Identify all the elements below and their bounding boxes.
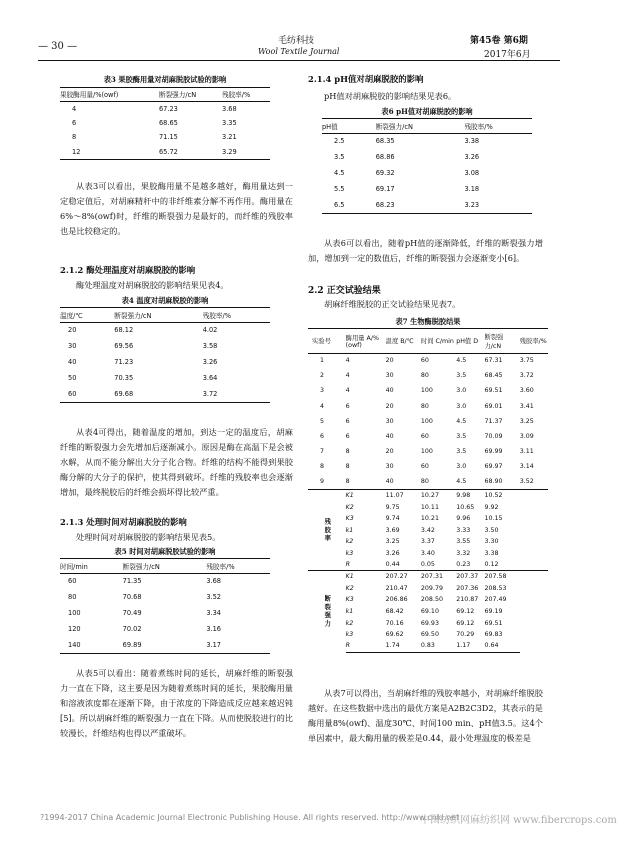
- table-cell: 60: [60, 386, 114, 402]
- table-cell: 69.12: [456, 619, 475, 627]
- table-cell: 69.32: [375, 169, 395, 177]
- table7-header: 实验号: [308, 329, 346, 353]
- table-cell: 3.18: [464, 185, 480, 193]
- table-cell: 3.32: [456, 549, 471, 557]
- table-cell: 30: [385, 463, 394, 471]
- table-cell: 80: [420, 402, 429, 410]
- table-cell: 6: [345, 433, 350, 441]
- table-cell: 3.5: [334, 153, 345, 161]
- table-row: [308, 429, 548, 444]
- table-cell: 3.11: [519, 448, 534, 456]
- table-row: [60, 338, 270, 354]
- table-cell: 71.23: [114, 358, 134, 366]
- table3-caption: 表3 果胶酶用量对胡麻脱胶试验的影响: [103, 75, 227, 84]
- table-cell: 6: [345, 417, 350, 425]
- table-cell: 71.37: [484, 417, 503, 425]
- table-cell: 20: [385, 448, 394, 456]
- table-row: [308, 383, 548, 398]
- table7-header: pH值 D: [456, 329, 484, 353]
- table-cell: 3.09: [519, 433, 534, 441]
- table-cell: 3.26: [385, 549, 400, 557]
- table-cell: 207.36: [456, 584, 479, 592]
- table-cell: 3.26: [464, 153, 480, 161]
- journal-title-en: Wool Textile Journal: [258, 47, 340, 56]
- table-cell: 10.11: [420, 503, 439, 511]
- table-cell: 68.23: [376, 197, 465, 213]
- table7: [308, 329, 548, 653]
- table-cell: 9: [320, 478, 325, 486]
- table-cell: 20: [385, 402, 394, 410]
- table-row: [308, 353, 548, 368]
- table-row: [60, 621, 270, 637]
- table-cell: 0.23: [456, 561, 471, 569]
- table-cell: 11.07: [385, 492, 404, 500]
- table-cell: 3.50: [484, 526, 499, 534]
- table-cell: k3: [345, 549, 354, 557]
- table-cell: 3.72: [519, 372, 534, 380]
- table-cell: 69.19: [484, 607, 503, 615]
- table-cell: 3.72: [203, 386, 270, 402]
- table-cell: 20: [385, 357, 394, 365]
- table-row: [308, 368, 548, 383]
- table-cell: 8: [345, 448, 350, 456]
- table-cell: 3.25: [519, 417, 534, 425]
- table-row: [322, 197, 532, 213]
- table-cell: 10.52: [484, 492, 503, 500]
- table-cell: 69.17: [375, 185, 395, 193]
- table-cell: 3.33: [456, 526, 471, 534]
- table-cell: 10.27: [420, 492, 439, 500]
- table-cell: 208.50: [420, 596, 443, 604]
- table-cell: 71.15: [158, 133, 178, 142]
- table-cell: 68.35: [375, 137, 395, 146]
- table-row: [308, 459, 548, 474]
- table-cell: 3.42: [420, 526, 435, 534]
- table-cell: 4: [345, 372, 350, 380]
- table-cell: 1: [320, 357, 325, 365]
- table-cell: 80: [420, 372, 429, 380]
- table-cell: 30: [385, 372, 394, 380]
- table-cell: 3.25: [385, 538, 400, 546]
- table-cell: 0.83: [421, 640, 456, 652]
- table-cell: 4.5: [456, 417, 467, 425]
- table-cell: K1: [345, 492, 354, 500]
- table-row: [322, 165, 532, 181]
- table-cell: 207.27: [385, 573, 408, 581]
- table-cell: 69.83: [484, 631, 503, 639]
- table4-header: 残胶率/%: [203, 308, 270, 322]
- copyright-footer: ?1994-2017 China Academic Journal Electronic Publishing House. All rights reserved. http://www.cnki.net: [40, 813, 460, 822]
- table-cell: 3.60: [519, 387, 534, 395]
- table-cell: 207.31: [420, 573, 443, 581]
- table-cell: 69.93: [420, 619, 439, 627]
- paragraph-table5-discussion: 从表5可以看出：随着煮练时间的延长，胡麻纤维的断裂强力一直在下降，这主要是因为随着煮练时间的延长，果胶酶用量和溶液浓度都在逐渐下降，由于浓度的下降造成反应越来越迟钝[5]。所以胡麻纤维的断裂强力一直在下降。从而使脱胶进行的比较漫长，纤维结构也得以严重破坏。: [60, 668, 293, 738]
- table-cell: 0.44: [385, 561, 400, 569]
- table-row: [60, 130, 270, 145]
- table-row: [308, 475, 548, 490]
- section-2-1-3-intro: 处理时间对胡麻脱胶的影响结果见表5。: [76, 532, 221, 542]
- table-row: [60, 116, 270, 131]
- table-cell: K2: [345, 584, 354, 592]
- journal-title-cn: 毛纺科技: [278, 36, 315, 46]
- table-row: [60, 370, 270, 386]
- page-number: — 30 —: [38, 41, 78, 52]
- table-cell: 68.45: [484, 372, 503, 380]
- table-cell: 3.17: [206, 637, 270, 653]
- table-cell: 3.68: [222, 104, 237, 113]
- table-cell: 68.65: [158, 118, 178, 127]
- table-row: [60, 354, 270, 370]
- table-cell: 3.68: [206, 577, 221, 586]
- table-row: [60, 386, 270, 402]
- table5: [60, 559, 270, 654]
- table-cell: 207.37: [456, 573, 479, 581]
- table-row: [322, 149, 532, 165]
- paragraph-table3-discussion: 从表3可以看出，果胶酶用量不是越多越好，酶用量达到一定稳定值后，对胡麻精秆中的非纤维素分解不再作用。酶用量在6%～8%(owf)时，纤维的断裂强力是最好的，而纤维的残胶率也是比较稳定的。: [60, 181, 293, 236]
- table-cell: 60: [420, 357, 429, 365]
- table-cell: 6: [320, 433, 325, 441]
- table-cell: 100: [420, 448, 433, 456]
- table-cell: 6: [72, 118, 77, 127]
- table-cell: 3.21: [222, 133, 237, 142]
- table-cell: 3.14: [519, 463, 534, 471]
- table-row: [308, 414, 548, 429]
- table-cell: 68.90: [484, 478, 503, 486]
- table-cell: 69.10: [420, 607, 439, 615]
- section-2-1-2-intro: 酶处理温度对胡麻脱胶的影响结果见表4。: [76, 280, 229, 290]
- table-cell: 3.5: [456, 433, 467, 441]
- table4: [60, 308, 270, 403]
- table-cell: 3.41: [519, 402, 534, 410]
- section-heading-2-1-4: 2.1.4 pH值对胡麻脱胶的影响: [308, 74, 424, 84]
- table-cell: 9.96: [456, 515, 471, 523]
- table-cell: 2: [320, 372, 325, 380]
- table-row: [60, 605, 270, 621]
- table-cell: 50: [68, 374, 77, 382]
- group-label: 残胶率: [323, 517, 331, 543]
- table6-header: 断裂强力/cN: [376, 119, 465, 133]
- table-cell: 70.09: [484, 433, 503, 441]
- table-cell: 65.72: [159, 145, 222, 160]
- table-cell: 3.5: [456, 448, 467, 456]
- table-cell: 4.5: [456, 357, 467, 365]
- table-cell: 10.21: [420, 515, 439, 523]
- table-cell: 67.23: [158, 104, 178, 113]
- table-cell: K3: [345, 515, 354, 523]
- table-cell: 8: [345, 478, 350, 486]
- table-cell: 69.50: [420, 631, 439, 639]
- table-row: [322, 181, 532, 197]
- table-cell: k2: [345, 619, 354, 627]
- table3-header: 果胶酶用量/%(owf): [60, 88, 159, 101]
- table-cell: k1: [345, 526, 354, 534]
- table6-header: pH值: [322, 119, 376, 133]
- table-cell: 40: [385, 433, 394, 441]
- table-cell: 3: [320, 387, 325, 395]
- table-cell: 5: [320, 417, 325, 425]
- table-cell: 3.38: [464, 137, 480, 146]
- table-cell: k1: [345, 607, 354, 615]
- table-cell: 69.62: [385, 631, 404, 639]
- table-cell: 206.86: [385, 596, 408, 604]
- table-cell: 3.08: [464, 169, 480, 177]
- table-cell: 69.89: [123, 637, 207, 653]
- section-heading-2-2: 2.2 正交试验结果: [308, 286, 381, 296]
- table-cell: 69.56: [114, 342, 134, 350]
- table7-header: 断裂强力/cN: [484, 329, 519, 353]
- table-cell: 3.52: [519, 478, 534, 486]
- table-cell: 3.64: [202, 374, 218, 382]
- table7-header: 温度 B/℃: [386, 329, 421, 353]
- table-cell: 208.53: [484, 584, 507, 592]
- table-cell: 10.15: [484, 515, 503, 523]
- table-cell: 68.42: [385, 607, 404, 615]
- table-cell: 3.30: [484, 538, 499, 546]
- table-cell: 68.86: [375, 153, 395, 161]
- table3: [60, 88, 270, 160]
- table-cell: 3.34: [206, 609, 221, 617]
- group-label: 断裂强力: [323, 595, 331, 629]
- table-cell: 5.5: [334, 185, 345, 193]
- table-cell: 3.0: [456, 387, 467, 395]
- table-cell: 0.64: [484, 640, 519, 652]
- table4-header: 温度/℃: [60, 308, 114, 322]
- table-cell: 3.38: [484, 549, 499, 557]
- table-cell: 60: [420, 433, 429, 441]
- table-row: [60, 589, 270, 605]
- table-cell: 10.65: [456, 503, 475, 511]
- table-cell: 207.58: [484, 573, 507, 581]
- table6-caption: 表6 pH值对胡麻脱胶的影响: [381, 107, 473, 116]
- table-cell: 4.02: [202, 326, 218, 335]
- table-cell: 80: [68, 593, 77, 601]
- table7-header: 时间 C/min: [421, 329, 456, 353]
- table-cell: 9.75: [385, 503, 400, 511]
- table-cell: 207.49: [484, 596, 507, 604]
- table-cell: 40: [68, 358, 77, 366]
- table-cell: 6: [345, 402, 350, 410]
- table-cell: 120: [68, 625, 81, 633]
- table-row: [308, 444, 548, 459]
- table-cell: 4.5: [334, 169, 345, 177]
- table-cell: 6.5: [322, 197, 376, 213]
- table7-header: 酶用量 A/%(owf): [346, 329, 386, 353]
- table-cell: 30: [68, 342, 77, 350]
- table-cell: 70.49: [122, 609, 142, 617]
- table5-header: 残胶率/%: [206, 559, 270, 573]
- table-cell: 69.68: [114, 386, 202, 402]
- journal-volume: 第45卷 第6期: [470, 36, 528, 46]
- table-cell: 70.68: [122, 593, 142, 601]
- table6: [322, 119, 532, 214]
- table-cell: 8: [320, 463, 325, 471]
- table-cell: 4.5: [456, 478, 467, 486]
- paragraph-table6-discussion: 从表6可以看出，随着pH值的逐渐降低，纤维的断裂强力增加，增加到一定的数值后，纤维的断裂强力会逐渐变小[6]。: [308, 238, 543, 263]
- journal-date: 2017年6月: [484, 50, 531, 60]
- table-cell: R: [346, 640, 386, 652]
- table-cell: 3.37: [420, 538, 435, 546]
- table-cell: 70.35: [114, 374, 134, 382]
- table-cell: 3.26: [202, 358, 218, 366]
- table-cell: K1: [345, 573, 354, 581]
- table4-header: 断裂强力/cN: [114, 308, 202, 322]
- table5-header: 断裂强力/cN: [123, 559, 207, 573]
- table-cell: 8: [72, 133, 77, 142]
- table-row: [60, 637, 270, 653]
- table-cell: R: [345, 561, 351, 569]
- table-cell: 3.69: [385, 526, 400, 534]
- table-cell: 3.0: [456, 463, 467, 471]
- table-row: [308, 399, 548, 414]
- table-cell: 70.02: [122, 625, 142, 633]
- table-cell: K3: [345, 596, 354, 604]
- table4-caption: 表4 温度对胡麻脱胶的影响: [121, 296, 209, 305]
- table-cell: k2: [345, 538, 354, 546]
- table-cell: 100: [420, 387, 433, 395]
- section-heading-2-1-2: 2.1.2 酶处理温度对胡麻脱胶的影响: [60, 265, 196, 275]
- table-cell: 4: [72, 104, 77, 113]
- table-cell: 40: [385, 478, 394, 486]
- table7-header: 残胶率/%: [520, 329, 548, 353]
- table-row: [60, 573, 270, 589]
- table-cell: 9.92: [484, 503, 499, 511]
- table-cell: 69.51: [484, 387, 503, 395]
- table-cell: 140: [60, 637, 123, 653]
- table-row: [60, 101, 270, 116]
- section-2-1-4-intro: pH值对胡麻脱胶的影响结果见表6。: [324, 91, 457, 101]
- table-cell: 9.74: [385, 515, 400, 523]
- table-cell: 12: [60, 145, 159, 160]
- table-row: [308, 490, 548, 502]
- table-cell: 3.23: [464, 197, 532, 213]
- table-cell: 4: [345, 357, 350, 365]
- paragraph-table4-discussion: 从表4可得出，随着温度的增加，到达一定的温度后，胡麻纤维的断裂强力会先增加后逐渐减小。原因是酶在高温下是会被水解，从而不能分解出大分子化合物。纤维的结构不能得到果胶酶分解的大分子的保护，使其得到破坏。纤维的残胶率也会逐渐增加，最终脱胶后的纤维会损坏得比较严重。: [60, 427, 293, 497]
- table-cell: K2: [345, 503, 354, 511]
- table-cell: 69.12: [456, 607, 475, 615]
- table-cell: 69.01: [484, 402, 503, 410]
- table-cell: 30: [385, 417, 394, 425]
- table-cell: 71.35: [122, 577, 142, 586]
- table-cell: 100: [68, 609, 81, 617]
- table-cell: 209.79: [420, 584, 443, 592]
- table-cell: 40: [385, 387, 394, 395]
- table-row: [322, 133, 532, 149]
- table-cell: 70.16: [385, 619, 404, 627]
- table-cell: 8: [345, 463, 350, 471]
- table-cell: 3.55: [456, 538, 471, 546]
- table-cell: 3.5: [456, 372, 467, 380]
- table3-header: 断裂强力/cN: [159, 88, 222, 101]
- table-cell: 3.16: [206, 625, 221, 633]
- table5-caption: 表5 时间对胡麻脱胶试验的影响: [114, 547, 216, 556]
- table-cell: 4: [345, 387, 350, 395]
- table-cell: 3.0: [456, 402, 467, 410]
- header-rule: [38, 60, 560, 61]
- table-cell: 60: [68, 577, 77, 586]
- section-2-2-intro: 胡麻纤维脱胶的正交试验结果见表7。: [324, 299, 461, 309]
- table-cell: 210.87: [456, 596, 479, 604]
- table-cell: 68.12: [114, 326, 134, 335]
- table-cell: 69.51: [484, 619, 503, 627]
- table-cell: 100: [420, 417, 433, 425]
- table-cell: 70.29: [456, 631, 475, 639]
- table-cell: 9.98: [456, 492, 471, 500]
- table-cell: 3.75: [519, 357, 534, 365]
- table-row: [60, 145, 270, 160]
- table-cell: 67.31: [484, 357, 503, 365]
- table-cell: 4: [320, 402, 325, 410]
- table-cell: 69.97: [484, 463, 503, 471]
- table-cell: 60: [420, 463, 429, 471]
- table-cell: k3: [345, 631, 354, 639]
- table7-caption: 表7 生物酶脱胶结果: [395, 317, 461, 326]
- table-cell: 0.12: [484, 561, 499, 569]
- table-cell: 1.74: [386, 640, 421, 652]
- table-cell: 2.5: [334, 137, 345, 146]
- table-cell: 80: [420, 478, 429, 486]
- table-cell: 20: [68, 326, 77, 335]
- table-cell: 3.40: [420, 549, 435, 557]
- section-heading-2-1-3: 2.1.3 处理时间对胡麻脱胶的影响: [60, 517, 187, 527]
- table-cell: 3.52: [206, 593, 221, 601]
- table-cell: 7: [320, 448, 325, 456]
- table-cell: 0.05: [420, 561, 435, 569]
- table5-header: 时间/min: [60, 559, 123, 573]
- table-row: [60, 322, 270, 338]
- table-cell: 3.58: [202, 342, 218, 350]
- table-cell: 210.47: [385, 584, 408, 592]
- table-cell: 3.29: [222, 145, 270, 160]
- table3-header: 残胶率/%: [222, 88, 270, 101]
- table-cell: 69.99: [484, 448, 503, 456]
- table6-header: 残胶率/%: [464, 119, 532, 133]
- table-row: [308, 571, 548, 583]
- watermark: 中国纺织网麻纺织网 www.fibercrops.com: [420, 815, 617, 826]
- paragraph-table7-discussion: 从表7可以得出，当胡麻纤维的残胶率越小，对胡麻纤维脱胶越好。在这些数据中选出的最优方案是A2B2C3D2，其表示的是酶用量8%(owf)、温度30℃、时间100 min、pH值3.5。这4个单因素中，最大酶用量的极差是0.44，最小处理温度的极差是: [308, 688, 543, 743]
- table-cell: 3.35: [222, 118, 237, 127]
- table-cell: 1.17: [456, 640, 484, 652]
